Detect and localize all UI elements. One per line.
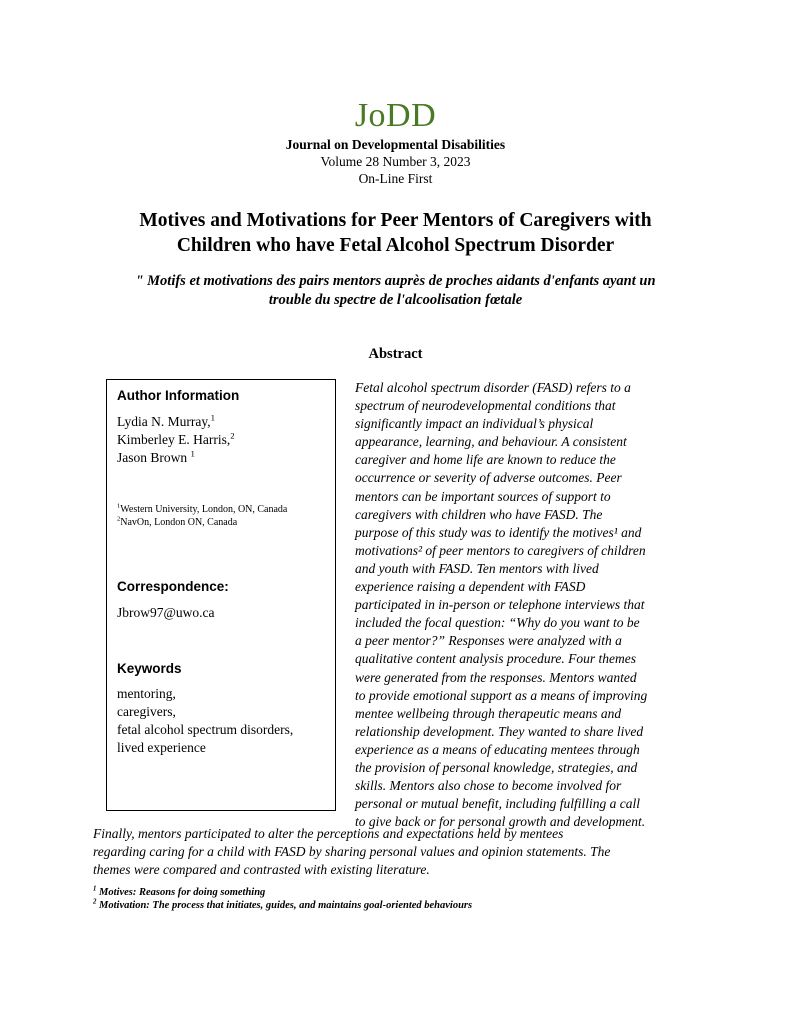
online-first-label: On-Line First [358, 171, 433, 186]
abstract-line: the provision of personal knowledge, strategies, and [355, 759, 638, 775]
abstract-line: motivations² of peer mentors to caregivers of children [355, 542, 646, 558]
abstract-line: relationship development. They wanted to share lived [355, 723, 644, 739]
abstract-line: experience as a means of educating mentees through [355, 741, 640, 757]
abstract-continuation [93, 825, 713, 879]
abstract-heading: Abstract [368, 346, 423, 362]
abstract-line: spectrum of neurodevelopmental conditions that [355, 398, 616, 414]
abstract-line: and youth with FASD. Ten mentors with lived [355, 560, 599, 576]
author-info-box [106, 379, 336, 811]
keyword: mentoring, [117, 686, 176, 701]
abstract-line: to provide emotional support as a means of improving [355, 687, 648, 703]
abstract-line: regarding caring for a child with FASD by sharing personal values and opinion statements. The [93, 844, 611, 859]
abstract-line: personal or mutual benefit, including fulfilling a call [355, 796, 640, 812]
abstract-line: skills. Mentors also chose to become involved for [355, 778, 622, 794]
journal-logo: JoDD [354, 97, 437, 134]
abstract-line: were generated from the responses. Mentors wanted [355, 669, 637, 685]
keyword: caregivers, [117, 704, 176, 719]
abstract-line: mentors can be important sources of support to [355, 488, 611, 504]
article-title-line-2: Children who have Fetal Alcohol Spectrum Disorder [176, 235, 615, 256]
french-title [90, 272, 701, 310]
abstract-body [355, 379, 700, 831]
abstract-line: included the focal question: “Why do you want to be [355, 615, 640, 631]
abstract-line: participated in in-person or telephone interviews that [355, 597, 645, 613]
abstract-line: themes were compared and contrasted with existing literature. [93, 862, 430, 877]
affiliation: $^1$Western University, London, ON, Canada [117, 502, 288, 515]
keyword: fetal alcohol spectrum disorders, [117, 722, 294, 737]
footnotes [93, 886, 472, 912]
abstract-line: caregivers with children who have FASD. The [355, 506, 603, 522]
keywords-heading: Keywords [117, 661, 182, 676]
article-title-line-1: Motives and Motivations for Peer Mentors of Caregivers with [139, 210, 652, 231]
footnote: $^1$ Motives: Reasons for doing something [93, 885, 266, 898]
footnote: $^2$ Motivation: The process that initiates, guides, and maintains goal-oriented behaviours [93, 898, 473, 911]
french-title-line-1: " Motifs et motivations des pairs mentors auprès de proches aidants d'enfants ayant un [135, 273, 656, 289]
abstract-line: significantly impact an individual’s physical [355, 416, 594, 432]
article-title [0, 208, 791, 258]
author-name: Kimberley E. Harris,$^2$ [117, 430, 235, 447]
author-info-heading: Author Information [117, 388, 240, 403]
abstract-line: appearance, learning, and behaviour. A consistent [355, 434, 627, 450]
abstract-line: Fetal alcohol spectrum disorder (FASD) refers to a [355, 380, 631, 395]
journal-name: Journal on Developmental Disabilities [285, 137, 506, 152]
journal-volume: Volume 28 Number 3, 2023 [320, 154, 471, 169]
abstract-line: to give back or for personal growth and development. [355, 814, 646, 830]
french-title-line-2: trouble du spectre de l'alcoolisation fœtale [268, 292, 523, 308]
abstract-line: occurrence or severity of adverse outcomes. Peer [355, 470, 622, 486]
abstract-line: a peer mentor?” Responses were analyzed with a [355, 633, 622, 649]
affiliation: $^2$NavOn, London ON, Canada [117, 515, 238, 528]
abstract-line: purpose of this study was to identify the motives¹ and [355, 524, 642, 540]
abstract-line: mentee wellbeing through therapeutic means and [355, 705, 622, 721]
author-name: Jason Brown $^1$ [117, 448, 195, 465]
correspondence-email: Jbrow97@uwo.ca [117, 605, 215, 620]
keyword: lived experience [117, 740, 206, 755]
abstract-line: qualitative content analysis procedure. Four themes [355, 651, 636, 667]
author-name: Lydia N. Murray,$^1$ [117, 412, 215, 429]
abstract-line: experience raising a dependent with FASD [355, 579, 586, 595]
correspondence-heading: Correspondence: [117, 579, 229, 594]
abstract-line: Finally, mentors participated to alter the perceptions and expectations held by mentees [93, 826, 564, 841]
abstract-line: caregiver and home life are known to reduce the [355, 452, 616, 468]
